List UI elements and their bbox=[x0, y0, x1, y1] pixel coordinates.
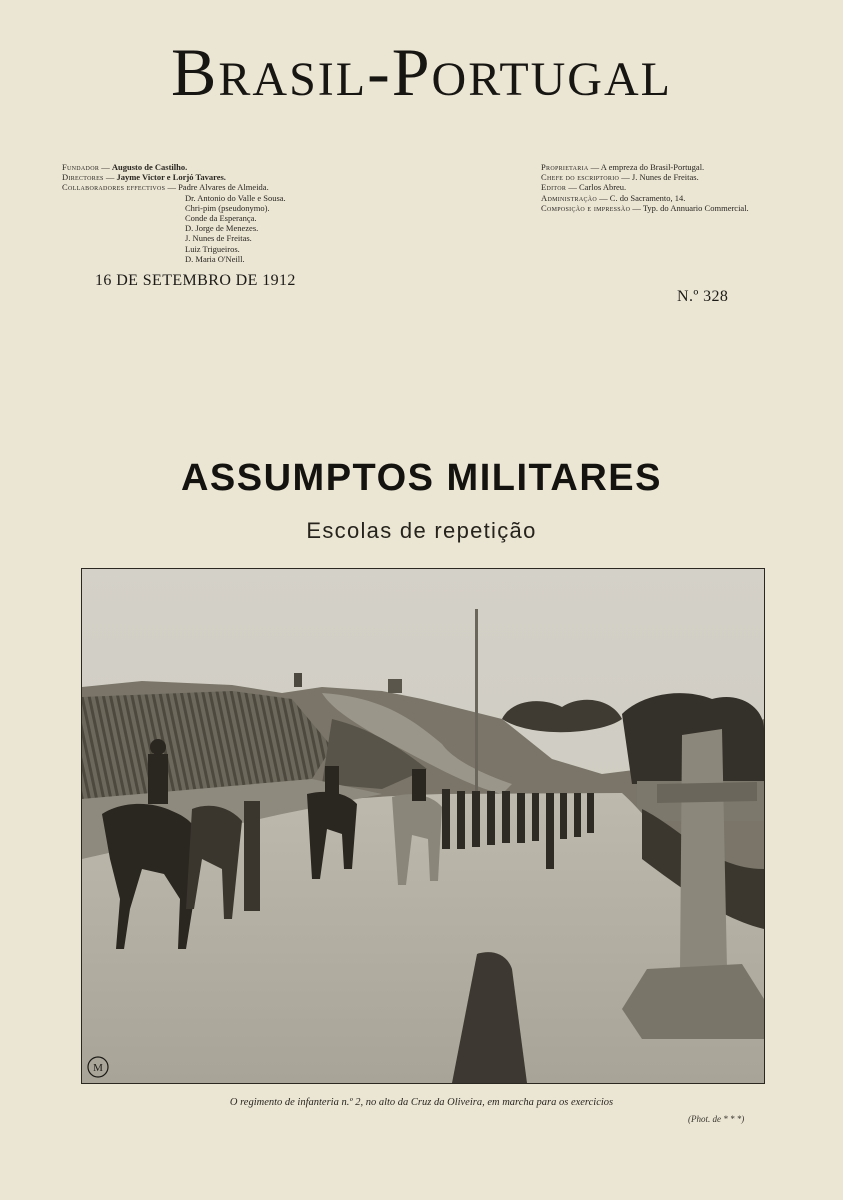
staff-right bbox=[541, 162, 749, 213]
staff-row: Administração — C. do Sacramento, 14. bbox=[541, 192, 686, 203]
photo-caption: O regimento de infanteria n.º 2, no alto da Cruz da Oliveira, em marcha para os exercicios bbox=[229, 1097, 614, 1108]
soldier bbox=[487, 791, 495, 845]
soldier bbox=[442, 789, 450, 849]
issue-date: 16 DE SETEMBRO DE 1912 bbox=[95, 272, 296, 289]
rider bbox=[412, 769, 426, 801]
soldier bbox=[517, 793, 525, 843]
soldier bbox=[502, 791, 510, 843]
soldier bbox=[457, 791, 465, 849]
soldier bbox=[532, 793, 539, 841]
collaborator: Conde da Esperança. bbox=[185, 213, 257, 224]
photo-illustration bbox=[82, 569, 764, 1083]
staff-row: Composição e impressão — Typ. do Annuario Commercial. bbox=[541, 202, 749, 213]
telegraph-pole bbox=[475, 609, 478, 794]
staff-row: Editor — Carlos Abreu. bbox=[541, 182, 627, 193]
collaborator: D. Jorge de Menezes. bbox=[185, 223, 259, 234]
collaborator: Chri-pim (pseudonymo). bbox=[185, 202, 270, 213]
article-headline: ASSUMPTOS MILITARES bbox=[180, 457, 662, 499]
staff-row: Fundador — Augusto de Castilho. bbox=[62, 162, 188, 172]
masthead-title: Brasil-Portugal bbox=[171, 34, 672, 110]
rider bbox=[148, 754, 168, 804]
collaborator: J. Nunes de Freitas. bbox=[185, 233, 252, 244]
windmill-ruin bbox=[388, 679, 402, 693]
article-subheadline: Escolas de repetição bbox=[306, 518, 537, 543]
rider-helmet bbox=[150, 739, 166, 755]
collaborator: D. Maria O'Neill. bbox=[185, 253, 245, 264]
collaborator: Luiz Trigueiros. bbox=[185, 243, 240, 254]
staff-row: Proprietaria — A empreza do Brasil-Portugal. bbox=[541, 162, 705, 172]
issue-number: N.º 328 bbox=[677, 288, 729, 305]
hilltop-monument bbox=[294, 673, 302, 687]
staff-row: Collaboradores effectivos — Padre Alvares de Almeida. bbox=[62, 182, 269, 193]
photograph bbox=[81, 568, 765, 1084]
soldier bbox=[587, 793, 594, 833]
staff-row: Chefe do escriptorio — J. Nunes de Freitas. bbox=[541, 172, 699, 183]
collaborator: Dr. Antonio do Valle e Sousa. bbox=[185, 192, 286, 203]
soldier bbox=[472, 791, 480, 847]
monogram-letter: M bbox=[93, 1062, 103, 1074]
staff-left bbox=[62, 162, 286, 264]
rider bbox=[325, 766, 339, 800]
soldier bbox=[546, 793, 554, 869]
photo-credit: (Phot. de * * *) bbox=[688, 1114, 745, 1124]
staff-row: Directores — Jayme Victor e Lorjó Tavares. bbox=[62, 172, 226, 183]
soldier bbox=[574, 793, 581, 837]
foot-soldier bbox=[244, 801, 260, 911]
soldier bbox=[560, 793, 567, 839]
